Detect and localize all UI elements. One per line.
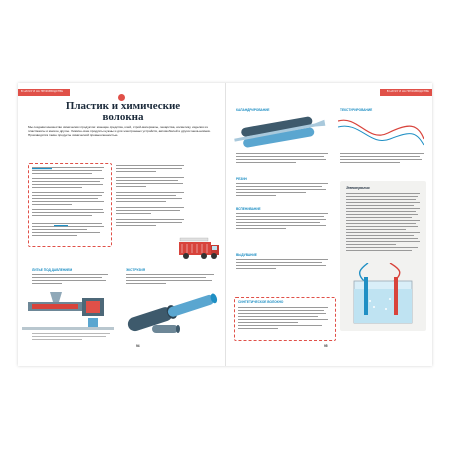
text-lines-placeholder	[238, 307, 330, 337]
text-lines-placeholder	[32, 333, 112, 345]
injection-text	[32, 274, 110, 288]
page-number-right: 95	[324, 344, 328, 348]
intro-paragraph: Мы создаём множество химических продуктов: моющие средства, клей, строй-материалы, лекарства, косметику, изделия из пластмассы и многое другое. Химиче-ские продукты нужны и для электронных устройств, автомобилей и других меха-низмов. Производятся такие продукты химической промышленностью.	[28, 125, 211, 137]
blow-text	[236, 259, 331, 281]
resin-text	[236, 183, 331, 205]
label-foaming: ВСПЕНИВАНИЕ	[236, 207, 261, 211]
fire-truck-illustration	[178, 236, 220, 262]
right-page	[226, 83, 432, 366]
text-lines-placeholder	[236, 183, 331, 205]
section-tag-left: В НАУКУ И НА ПРОИЗВОДСТВЕ	[21, 90, 64, 93]
section-band-left	[18, 89, 70, 96]
info-box-text	[32, 167, 107, 243]
section-tag-right: В НАУКУ И НА ПРОИЗВОДСТВЕ	[386, 90, 429, 93]
text-lines-placeholder	[116, 165, 186, 237]
injection-molding-illustration	[22, 288, 122, 333]
text-lines-placeholder	[32, 274, 110, 288]
electrolysis-tank-illustration	[350, 263, 420, 327]
synthetic-fiber-text	[238, 307, 330, 337]
text-lines-placeholder	[236, 259, 331, 281]
calendering-text	[236, 153, 331, 175]
label-texturing: ТЕКСТУРИРОВАНИЕ	[340, 108, 373, 112]
label-extrusion: ЭКСТРУЗИЯ	[126, 268, 145, 272]
text-lines-placeholder	[126, 274, 216, 288]
title-line-2: волокна	[102, 111, 144, 123]
text-lines-placeholder	[236, 213, 331, 239]
label-resin: РЕЗИН	[236, 177, 247, 181]
extrusion-pipes-illustration	[122, 287, 222, 337]
electrolysis-text	[346, 193, 422, 263]
extrusion-text	[126, 274, 216, 288]
page-title	[48, 101, 198, 123]
label-blow-molding: ВЫДУВАНИЕ	[236, 253, 257, 257]
calendering-rollers-illustration	[234, 113, 334, 153]
section-band-right	[380, 89, 432, 96]
text-lines-placeholder	[346, 193, 422, 263]
texturing-illustration	[338, 113, 424, 153]
label-synthetic-fiber: СИНТЕТИЧЕСКОЕ ВОЛОКНО	[238, 300, 284, 304]
page-number-left: 94	[136, 344, 140, 348]
texturing-text	[340, 153, 426, 177]
footnote-left	[32, 333, 112, 345]
label-injection-molding: ЛИТЬЕ ПОД ДАВЛЕНИЕМ	[32, 268, 73, 272]
electrolysis-title: Электролиз	[346, 186, 370, 190]
foaming-text	[236, 213, 331, 239]
left-page	[18, 83, 225, 366]
middle-column-text	[116, 165, 186, 237]
text-lines-placeholder	[236, 153, 331, 175]
text-lines-placeholder	[32, 167, 107, 243]
title-line-1: Пластик и химические	[65, 100, 181, 112]
text-lines-placeholder	[340, 153, 426, 177]
label-calendering: КАЛАНДРИРОВАНИЕ	[236, 108, 270, 112]
